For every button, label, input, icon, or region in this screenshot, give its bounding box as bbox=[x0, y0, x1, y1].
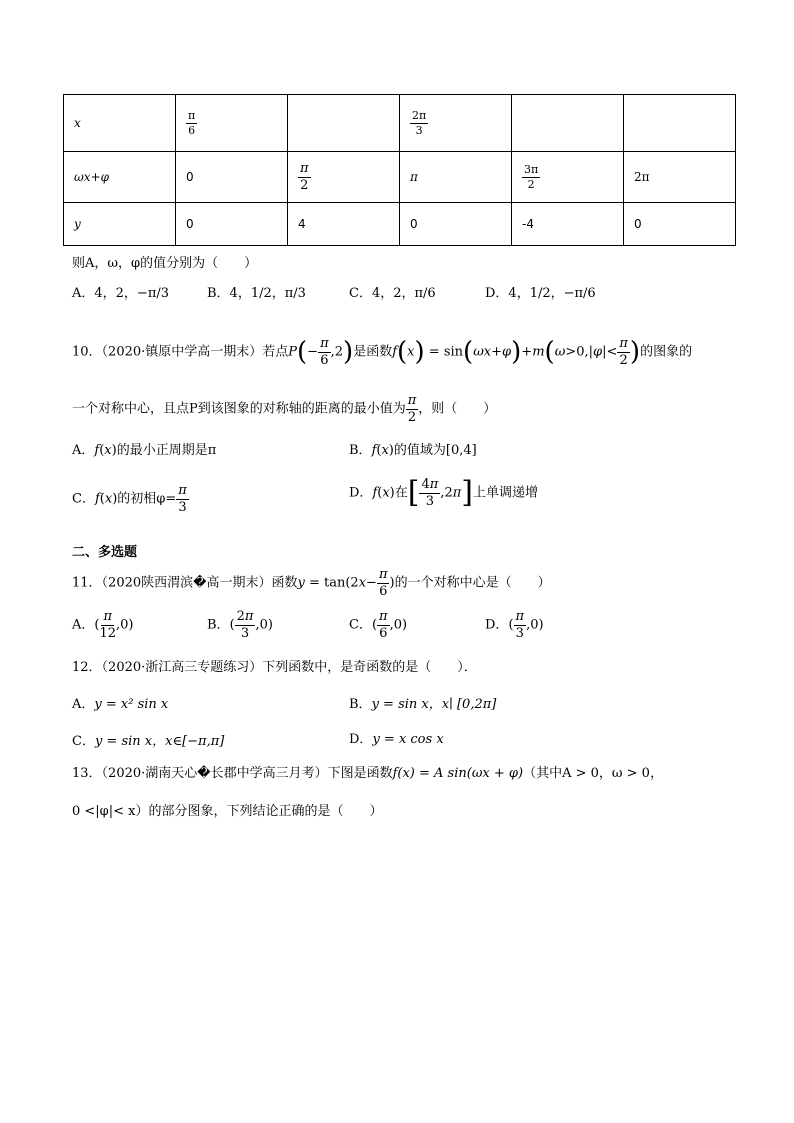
q12-option-a: A．y = x² sin x bbox=[72, 697, 169, 712]
table-cell: π bbox=[400, 152, 512, 203]
q11-option-a: A．( $\frac{\pi}{12}$ ,0) bbox=[72, 609, 134, 641]
q11-option-c: C．( $\frac{\pi}{6}$ ,0) bbox=[349, 609, 408, 641]
table-cell: $\frac{3\pi}{2}$ bbox=[512, 152, 624, 203]
table-cell bbox=[624, 95, 736, 152]
table-cell: $\frac{\pi}{6}$ bbox=[176, 95, 288, 152]
q13-line2: 0 <|φ|< x）的部分图象，下列结论正确的是（ ） bbox=[72, 804, 383, 819]
q10-mid: 是函数 bbox=[353, 344, 393, 360]
table-cell: 4 bbox=[288, 203, 400, 246]
q9-stem: 则A，ω，φ的值分别为（ ） bbox=[72, 256, 258, 271]
q11-stem: 11．（2020陕西渭滨�高一期末）函数y = tan(2x− $\frac{\pi}{6}$ )的一个对称中心是（ ） bbox=[72, 567, 551, 599]
section-heading: 二、多选题 bbox=[72, 545, 138, 560]
table-cell: $\frac{\pi}{2}$ bbox=[288, 152, 400, 203]
table-cell: ωx+φ bbox=[64, 152, 176, 203]
q10-suffix: 的图象的 bbox=[640, 344, 693, 360]
q9-option-b: B．4，1/2，π/3 bbox=[207, 286, 306, 301]
q10-option-c: C．f(x)的初相φ= $\frac{\pi}{3}$ bbox=[72, 483, 187, 515]
q12-option-b: B．y = sin x，x∣ [0,2π] bbox=[349, 697, 497, 712]
q10-prefix: 10．（2020·镇原中学高一期末）若点 bbox=[72, 344, 289, 360]
q10-line1: 10．（2020·镇原中学高一期末）若点P(− $\frac{\pi}{6}$ ,2)是函数f(x) = sin(ωx+φ)+m(ω>0,|φ|< $\frac{\pi}{2}$ )的图象的 bbox=[72, 336, 693, 368]
table-cell: 0 bbox=[176, 152, 288, 203]
table-cell bbox=[512, 95, 624, 152]
table-cell: 0 bbox=[176, 203, 288, 246]
q10-line2: 一个对称中心，且点P到该图象的对称轴的距离的最小值为 $\frac{\pi}{2}$ ，则（ ） bbox=[72, 393, 497, 425]
q12-stem: 12．（2020·浙江高三专题练习）下列函数中，是奇函数的是（ ）． bbox=[72, 660, 477, 675]
q10-line2-end: ，则（ ） bbox=[418, 401, 497, 417]
table-cell: x bbox=[64, 95, 176, 152]
q9-option-c: C．4，2，π/6 bbox=[349, 286, 436, 301]
table-cell: 2π bbox=[624, 152, 736, 203]
q9-option-d: D．4，1/2，−π/6 bbox=[485, 286, 596, 301]
table-cell: -4 bbox=[512, 203, 624, 246]
q13-line1: 13．（2020·湖南天心�长郡中学高三月考）下图是函数f(x) = A sin(ωx + φ)（其中A > 0，ω > 0， bbox=[72, 766, 663, 781]
value-table bbox=[63, 94, 736, 246]
table-row bbox=[64, 95, 736, 152]
table-cell: 0 bbox=[624, 203, 736, 246]
table-cell: y bbox=[64, 203, 176, 246]
q10-option-a: A．f(x)的最小正周期是π bbox=[72, 443, 217, 458]
q10-option-d: D．f(x)在[ $\frac{4\pi}{3}$ ,2π]上单调递增 bbox=[349, 475, 538, 511]
q11-option-b: B．( $\frac{2\pi}{3}$ ,0) bbox=[207, 609, 273, 641]
q9-option-a: A．4，2，−π/3 bbox=[72, 286, 170, 301]
table-cell: $\frac{2\pi}{3}$ bbox=[400, 95, 512, 152]
q12-option-c: C．y = sin x，x∈[−π,π] bbox=[72, 734, 225, 749]
table-cell bbox=[288, 95, 400, 152]
q12-option-d: D．y = x cos x bbox=[349, 732, 444, 747]
table-cell: 0 bbox=[400, 203, 512, 246]
q11-option-d: D．( $\frac{\pi}{3}$ ,0) bbox=[485, 609, 544, 641]
q10-option-b: B．f(x)的值域为[0,4] bbox=[349, 443, 477, 458]
q10-line2-text: 一个对称中心，且点P到该图象的对称轴的距离的最小值为 bbox=[72, 401, 406, 417]
table-row bbox=[64, 152, 736, 203]
table-row bbox=[64, 203, 736, 246]
